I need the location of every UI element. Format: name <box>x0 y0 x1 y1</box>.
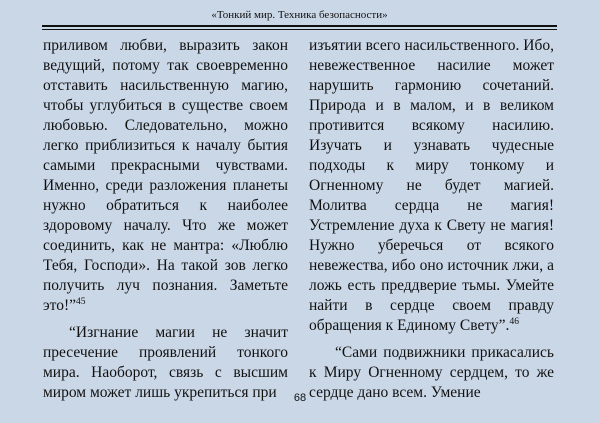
header-rule-thin <box>42 29 557 30</box>
right-paragraph-1-text: изъятии всего насильственного. Ибо, невежественное насилие может нарушить гармонию сочетаний. Природа и в малом, и в великом противится всякому насилию. Изучать и узнавать чудесные подходы к миру тонкому и Огненному не будет магией. Молитва сердца не магия! Устремление духа к Свету не магия! Нужно уберечься от всякого невежества, ибо оно источник лжи, а ложь есть преддверие тьмы. Умейте найти в сердце своем правду обращения к Единому Свету”. <box>309 37 554 334</box>
right-paragraph-1 <box>309 36 554 336</box>
footnote-ref-46: 46 <box>509 317 519 327</box>
left-paragraph-1-text: приливом любви, выразить закон ведущий, потому так своевременно отставить насильственную магию, чтобы углубиться в существе своем любовью. Следовательно, можно легко приблизиться к началу бытия самыми прекрасными чувствами. Именно, среди разложения планеты нужно обратиться к наиболее здоровому началу. Что же может соединить, как не мантра: «Люблю Тебя, Господи». На такой зов легко получить луч познания. Заметьте это!” <box>43 37 288 314</box>
left-paragraph-2: “Изгнание магии не значит пресечение проявлений тонкого мира. Наоборот, связь с высшим миром может лишь укрепиться при <box>43 324 288 401</box>
header-rule-thick <box>42 25 557 27</box>
footnote-ref-45: 45 <box>76 297 86 307</box>
running-header: «Тонкий мир. Техника безопасности» <box>211 9 388 21</box>
right-paragraph-2: “Сами подвижники прикасались к Миру Огненному сердцем, то же сердце дано всем. Умение <box>309 344 554 401</box>
page-number: 68 <box>293 392 307 404</box>
left-column <box>43 36 288 403</box>
left-paragraph-1 <box>43 36 288 316</box>
right-column <box>309 36 554 403</box>
